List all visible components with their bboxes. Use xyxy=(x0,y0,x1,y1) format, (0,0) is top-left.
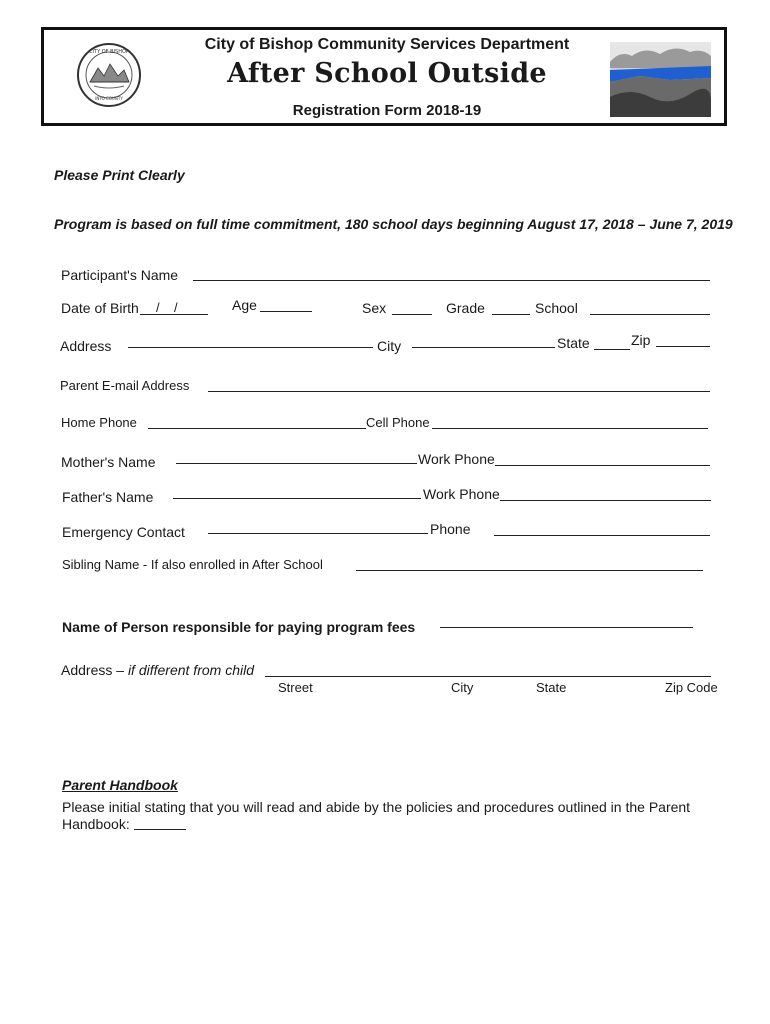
payer-address-label xyxy=(61,662,254,678)
state-field[interactable] xyxy=(594,349,630,350)
sex-label: Sex xyxy=(362,300,387,316)
cell-phone-label: Cell Phone xyxy=(366,415,430,430)
grade-field[interactable] xyxy=(492,314,530,315)
handbook-instruction-line2: Handbook: xyxy=(62,816,130,832)
city-label: City xyxy=(377,338,402,354)
fathers-name-field[interactable] xyxy=(173,498,421,499)
mothers-name-label: Mother's Name xyxy=(61,454,156,470)
zip-code-caption: Zip Code xyxy=(665,680,718,695)
print-clearly-note: Please Print Clearly xyxy=(54,167,185,183)
address-field[interactable] xyxy=(128,347,373,348)
sex-field[interactable] xyxy=(392,314,432,315)
commitment-note: Program is based on full time commitment, 180 school days beginning August 17, 2018 – June 7, 2019 xyxy=(54,216,733,232)
work-phone-label-1: Work Phone xyxy=(418,451,495,467)
parent-email-field[interactable] xyxy=(208,391,710,392)
address-label: Address xyxy=(60,338,112,354)
form-subtitle: Registration Form 2018-19 xyxy=(292,102,482,119)
sibling-name-field[interactable] xyxy=(356,570,703,571)
emergency-contact-label: Emergency Contact xyxy=(62,524,185,540)
zip-label: Zip xyxy=(631,332,651,348)
phone-label: Phone xyxy=(430,521,471,537)
age-label: Age xyxy=(232,297,257,313)
participant-name-field[interactable] xyxy=(193,280,710,281)
parent-handbook-heading: Parent Handbook xyxy=(62,777,178,793)
home-phone-field[interactable] xyxy=(148,428,366,429)
fathers-name-label: Father's Name xyxy=(62,489,154,505)
parent-email-label: Parent E-mail Address xyxy=(60,378,190,393)
mothers-name-field[interactable] xyxy=(176,463,417,464)
grade-label: Grade xyxy=(446,300,485,316)
emergency-contact-field[interactable] xyxy=(208,533,428,534)
payer-address-note: if different from child xyxy=(127,662,254,678)
participant-name-label: Participant's Name xyxy=(61,267,179,283)
street-caption: Street xyxy=(278,680,313,695)
svg-text:INYO COUNTY: INYO COUNTY xyxy=(95,96,123,101)
svg-text:CITY OF BISHOP: CITY OF BISHOP xyxy=(89,49,129,55)
dob-separator: / / xyxy=(156,300,178,315)
age-field[interactable] xyxy=(260,311,312,312)
fathers-work-phone-field[interactable] xyxy=(500,500,711,501)
home-phone-label: Home Phone xyxy=(61,415,137,430)
emergency-phone-field[interactable] xyxy=(494,535,710,536)
city-field[interactable] xyxy=(412,347,555,348)
responsible-person-field[interactable] xyxy=(440,627,693,628)
responsible-person-label: Name of Person responsible for paying program fees xyxy=(62,619,416,635)
sibling-name-label: Sibling Name - If also enrolled in After School xyxy=(62,557,323,572)
cell-phone-field[interactable] xyxy=(432,428,708,429)
school-label: School xyxy=(535,300,578,316)
header-box xyxy=(41,27,727,126)
handbook-initials-field[interactable] xyxy=(134,829,186,830)
payer-address-label-text: Address – xyxy=(61,662,128,678)
payer-address-field[interactable] xyxy=(265,676,711,677)
school-field[interactable] xyxy=(590,314,710,315)
city-caption: City xyxy=(451,680,474,695)
zip-field[interactable] xyxy=(656,346,710,347)
form-title: After School Outside xyxy=(227,58,547,89)
state-caption: State xyxy=(536,680,567,695)
work-phone-label-2: Work Phone xyxy=(423,486,500,502)
handbook-instruction-line1: Please initial stating that you will read and abide by the policies and procedures outlined in the Parent xyxy=(62,799,691,815)
dob-label: Date of Birth xyxy=(61,300,139,316)
state-label: State xyxy=(557,335,590,351)
mothers-work-phone-field[interactable] xyxy=(495,465,710,466)
landscape-photo xyxy=(610,42,711,117)
department-name: City of Bishop Community Services Department xyxy=(204,36,570,53)
